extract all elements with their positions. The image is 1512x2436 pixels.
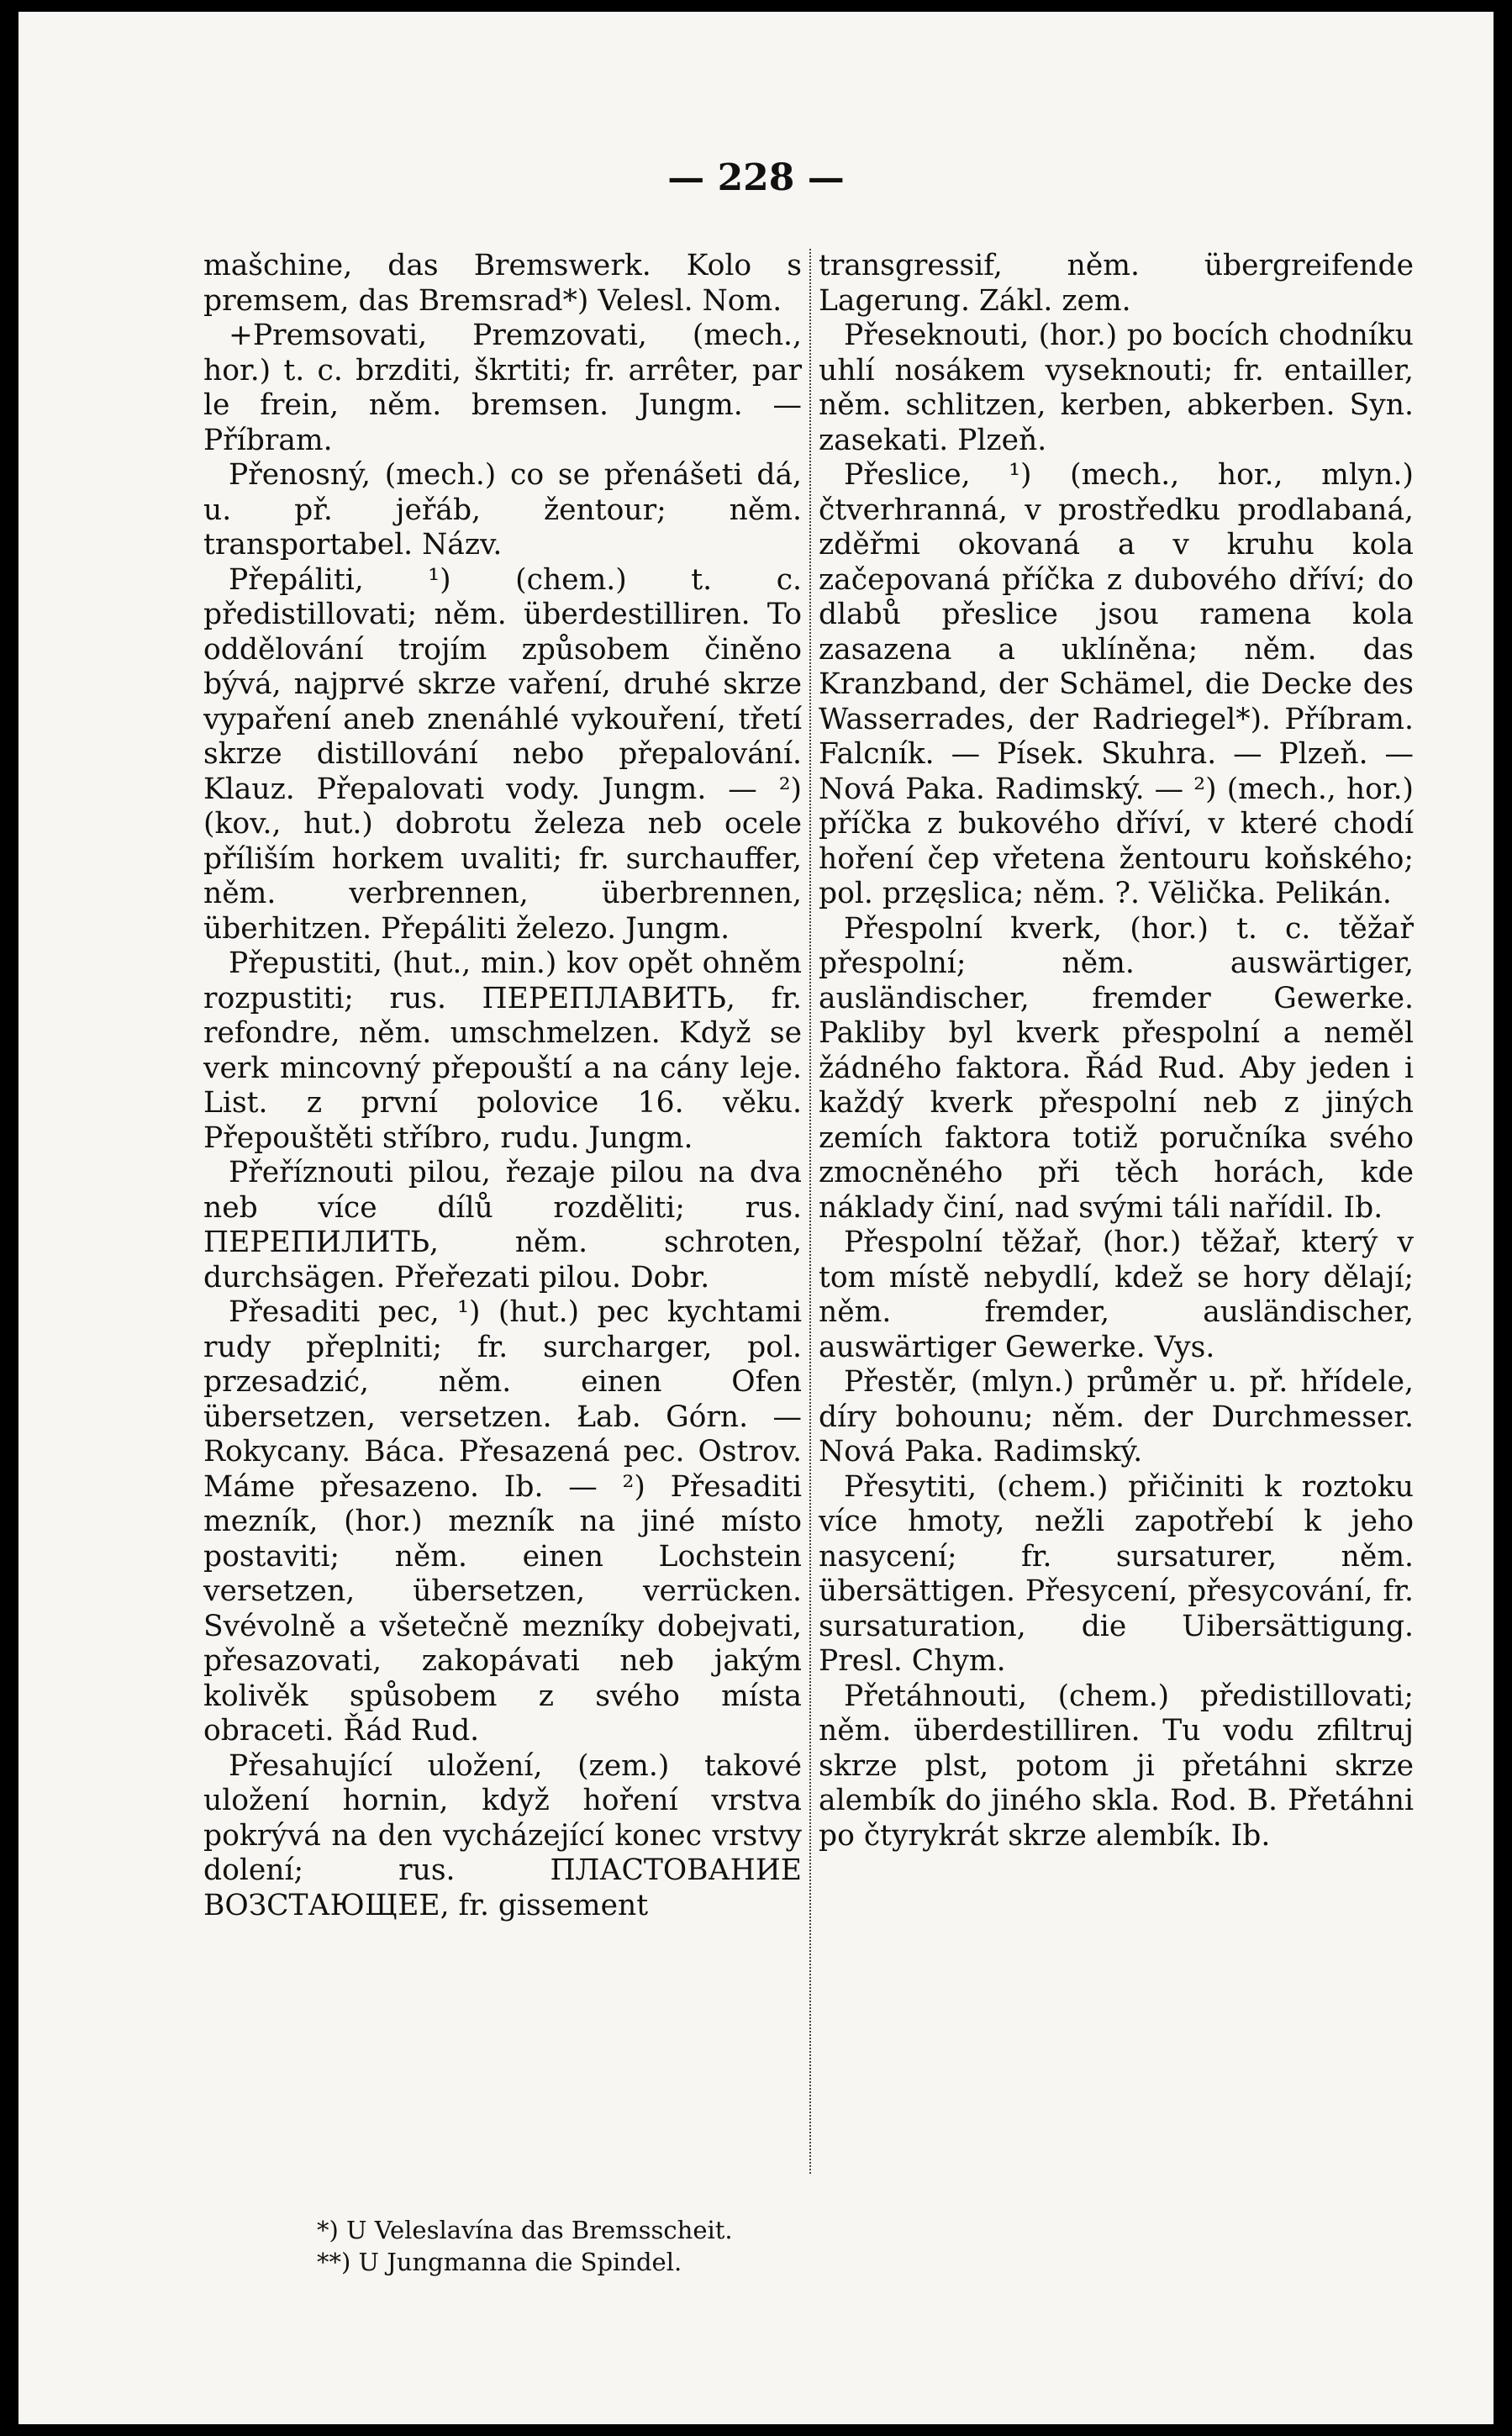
left-column (203, 249, 802, 1923)
entry-prepustiti: Přepustiti, (hut., min.) kov opět ohněm rozpustiti; rus. ПЕРЕПЛАВИТЬ, fr. refondre, něm. umschmelzen. Když se verk mincovný přepouští a na cány leje. List. z první polovice 16. věku. Přepouštěti stříbro, rudu. Jungm. (203, 946, 802, 1155)
page-number: — 228 — (667, 156, 845, 199)
footnotes (317, 2214, 1073, 2278)
entry-continuation: mašchine, das Bremswerk. Kolo s premsem, das Bremsrad*) Velesl. Nom. (203, 249, 802, 318)
column-divider (809, 249, 811, 2174)
entry-prenosny: Přenosný, (mech.) co se přenášeti dá, u. př. jeřáb, žentour; něm. transportabel. Názv. (203, 458, 802, 562)
entry-prepaliti: Přepáliti, ¹) (chem.) t. c. předistillovati; něm. überdestilliren. To oddělování trojím způsobem činěno bývá, najprvé skrze vaření, druhé skrze vypaření aneb znenáhlé vykouření, třetí skrze distillování nebo přepalování. Klauz. Přepalovati vody. Jungm. — ²) (kov., hut.) dobrotu železa neb ocele příliším horkem uvaliti; fr. surchauffer, něm. verbrennen, überbrennen, überhitzen. Přepáliti železo. Jungm. (203, 562, 802, 946)
footnote-1: *) U Veleslavína das Bremsscheit. (317, 2216, 733, 2244)
footnote-2: **) U Jungmanna die Spindel. (317, 2248, 682, 2276)
entry-preseknouti: Přeseknouti, (hor.) po bocích chodníku uhlí nosákem vyseknouti; fr. entailler, něm. schlitzen, kerben, abkerben. Syn. zasekati. Plzeň. (819, 319, 1414, 457)
entry-prespolni-tezar: Přespolní těžař, (hor.) těžař, který v tom místě nebydlí, kdež se hory dělají; něm. fremder, ausländischer, auswärtiger Gewerke. Vys. (819, 1226, 1414, 1364)
right-column (819, 249, 1414, 1853)
entry-continuation-right: transgressif, něm. übergreifende Lagerung. Zákl. zem. (819, 249, 1414, 318)
entry-presaditi-pec: Přesaditi pec, ¹) (hut.) pec kychtami rudy přeplniti; fr. surcharger, pol. przesadzić, něm. einen Ofen übersetzen, versetzen. Łab. Górn. — Rokycany. Báca. Přesazená pec. Ostrov. Máme přesazeno. Ib. — ²) Přesaditi mezník, (hor.) mezník na jiné místo postaviti; něm. einen Lochstein versetzen, übersetzen, verrücken. Svévolně a všetečně mezníky dobejvati, přesazovati, zakopávati neb jakým kolivěk spůsobem z svého místa obraceti. Řád Rud. (203, 1295, 802, 1748)
entry-presahujici-ulozeni: Přesahující uložení, (zem.) takové uložení hornin, když hoření vrstva pokrývá na den vycházející konec vrstvy dolení; rus. ПЛАСТОВАНИЕ ВОЗСТАЮЩЕЕ, fr. gissement (203, 1748, 802, 1922)
entry-presytiti: Přesytiti, (chem.) přičiniti k roztoku více hmoty, nežli zapotřebí k jeho nasycení; fr. sursaturer, něm. übersättigen. Přesycení, přesycování, fr. sursaturation, die Uibersättigung. Presl. Chym. (819, 1469, 1414, 1678)
entry-premsovati: +Premsovati, Premzovati, (mech., hor.) t. c. brzditi, škrtiti; fr. arrêter, par le frein, něm. bremsen. Jungm. — Příbram. (203, 319, 802, 457)
entry-prespolni-kverk: Přespolní kverk, (hor.) t. c. těžař přespolní; něm. auswärtiger, ausländischer, fremder Gewerke. Pakliby byl kverk přespolní a neměl žádného faktora. Řád Rud. Aby jeden i každý kverk přespolní neb z jiných zemích faktora totiž poručníka svého zmocněného při těch horách, kde náklady činí, nad svými táli nařídil. Ib. (819, 911, 1414, 1225)
entry-preriznouti-pilou: Přeříznouti pilou, řezaje pilou na dva neb více dílů rozděliti; rus. ПЕРЕПИЛИТЬ, něm. schroten, durchsägen. Přeřezati pilou. Dobr. (203, 1156, 802, 1294)
entry-pretahnouti: Přetáhnouti, (chem.) předistillovati; něm. überdestilliren. Tu vodu zfiltruj skrze plst, potom ji přetáhni skrze alembík do jiného skla. Rod. B. Přetáhni po čtyrykrát skrze alembík. Ib. (819, 1679, 1414, 1853)
entry-preslice: Přeslice, ¹) (mech., hor., mlyn.) čtverhranná, v prostředku prodlabaná, zděřmi okovaná a v kruhu kola začepovaná příčka z dubového dříví; do dlabů přeslice jsou ramena kola zasazena a uklíněna; něm. das Kranzband, der Schämel, die Decke des Wasserrades, der Radriegel*). Příbram. Falcník. — Písek. Skuhra. — Plzeň. — Nová Paka. Radimský. — ²) (mech., hor.) příčka z bukového dříví, v které chodí hoření čep vřetena žentouru koňského; pol. przęslica; něm. ?. Vĕlička. Pelikán. (819, 458, 1414, 910)
dictionary-page (18, 12, 1494, 2424)
entry-prester: Přestěr, (mlyn.) průměr u. př. hřídele, díry bohounu; něm. der Durchmesser. Nová Paka. Radimský. (819, 1365, 1414, 1468)
